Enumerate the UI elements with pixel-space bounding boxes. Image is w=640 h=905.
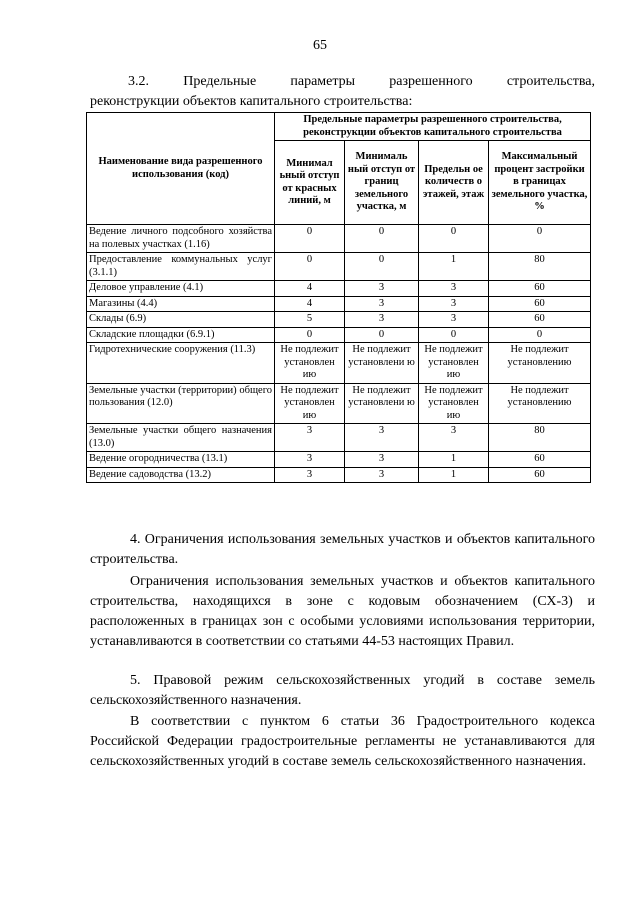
row-name: Складские площадки (6.9.1) bbox=[87, 327, 275, 343]
row-value: 60 bbox=[489, 281, 591, 297]
row-value: 60 bbox=[489, 312, 591, 328]
table-row bbox=[87, 225, 591, 253]
section-heading-line1 bbox=[90, 72, 595, 92]
row-value: 0 bbox=[419, 225, 489, 253]
row-value: 60 bbox=[489, 467, 591, 483]
row-name: Гидротехнические сооружения (11.3) bbox=[87, 343, 275, 384]
row-value: Не подлежит установлен ию bbox=[275, 383, 345, 424]
table-row bbox=[87, 467, 591, 483]
table-row bbox=[87, 312, 591, 328]
row-name: Магазины (4.4) bbox=[87, 296, 275, 312]
row-value: 4 bbox=[275, 281, 345, 297]
row-value: 0 bbox=[345, 327, 419, 343]
row-value: 3 bbox=[345, 281, 419, 297]
row-value: 1 bbox=[419, 452, 489, 468]
row-value: 80 bbox=[489, 424, 591, 452]
row-value: Не подлежит установлени ю bbox=[345, 343, 419, 384]
table-row bbox=[87, 253, 591, 281]
section-word: строительства, bbox=[506, 74, 595, 89]
row-value: Не подлежит установлени ю bbox=[345, 383, 419, 424]
row-value: 0 bbox=[345, 225, 419, 253]
row-value: 1 bbox=[419, 467, 489, 483]
row-name: Ведение личного подсобного хозяйства на полевых участках (1.16) bbox=[87, 225, 275, 253]
row-value: Не подлежит установлен ию bbox=[419, 343, 489, 384]
row-value: 3 bbox=[345, 312, 419, 328]
header-column: Максимальный процент застройки в границах земельного участка, % bbox=[489, 141, 591, 225]
table-row bbox=[87, 343, 591, 384]
paragraph-5-heading: 5. Правовой режим сельскохозяйственных угодий в составе земель сельскохозяйственного назначения. bbox=[90, 673, 595, 708]
row-value: 4 bbox=[275, 296, 345, 312]
table-row bbox=[87, 296, 591, 312]
row-name: Ведение огородничества (13.1) bbox=[87, 452, 275, 468]
row-value: 0 bbox=[419, 327, 489, 343]
table-row bbox=[87, 281, 591, 297]
row-value: 3 bbox=[275, 452, 345, 468]
header-column: Минимал ьный отступ от красных линий, м bbox=[275, 141, 345, 225]
section-heading bbox=[90, 72, 595, 112]
row-name: Земельные участки общего назначения (13.0) bbox=[87, 424, 275, 452]
row-name: Деловое управление (4.1) bbox=[87, 281, 275, 297]
row-value: 60 bbox=[489, 296, 591, 312]
row-value: 5 bbox=[275, 312, 345, 328]
row-value: 3 bbox=[345, 424, 419, 452]
row-value: 3 bbox=[345, 452, 419, 468]
row-value: 0 bbox=[489, 327, 591, 343]
table-header-row bbox=[87, 113, 591, 141]
row-value: 3 bbox=[419, 296, 489, 312]
section-number: 3.2. bbox=[128, 74, 149, 89]
header-group: Предельные параметры разрешенного строительства, реконструкции объектов капитального строительства bbox=[275, 113, 591, 141]
row-name: Склады (6.9) bbox=[87, 312, 275, 328]
row-value: 3 bbox=[345, 296, 419, 312]
row-value: 0 bbox=[275, 327, 345, 343]
table-row bbox=[87, 383, 591, 424]
table-row bbox=[87, 424, 591, 452]
parameters-table bbox=[86, 112, 591, 483]
row-value: 60 bbox=[489, 452, 591, 468]
row-value: 0 bbox=[275, 225, 345, 253]
row-value: Не подлежит установлению bbox=[489, 343, 591, 384]
paragraph-legal-regime: В соответствии с пунктом 6 статьи 36 Градостроительного кодекса Российской Федерации градостроительные регламенты не устанавливаются для сельскохозяйственных угодий в составе земель сельскохозяйственного назначения. bbox=[90, 714, 595, 769]
row-value: 3 bbox=[345, 467, 419, 483]
section-word: Предельные bbox=[183, 74, 257, 89]
header-column: Предельн ое количеств о этажей, этаж bbox=[419, 141, 489, 225]
row-value: 3 bbox=[275, 424, 345, 452]
table-body bbox=[87, 225, 591, 483]
header-name: Наименование вида разрешенного использования (код) bbox=[87, 113, 275, 225]
row-value: 1 bbox=[419, 253, 489, 281]
row-value: Не подлежит установлен ию bbox=[419, 383, 489, 424]
row-name: Ведение садоводства (13.2) bbox=[87, 467, 275, 483]
page-number: 65 bbox=[313, 38, 327, 53]
row-value: Не подлежит установлению bbox=[489, 383, 591, 424]
row-value: 3 bbox=[419, 281, 489, 297]
table-row bbox=[87, 452, 591, 468]
header-column: Минималь ный отступ от границ земельного участка, м bbox=[345, 141, 419, 225]
row-value: 80 bbox=[489, 253, 591, 281]
row-value: 3 bbox=[419, 312, 489, 328]
section-word: разрешенного bbox=[389, 74, 473, 89]
row-name: Предоставление коммунальных услуг (3.1.1) bbox=[87, 253, 275, 281]
row-value: 0 bbox=[275, 253, 345, 281]
paragraph-restrictions: Ограничения использования земельных участков и объектов капитального строительства, находящихся в зоне с кодовым обозначением (СХ-3) и расположенных в границах зон с особыми условиями использования территории, устанавливаются в соответствии со статьями 44-53 настоящих Правил. bbox=[90, 574, 595, 649]
section-word: параметры bbox=[290, 74, 356, 89]
paragraph-4-heading: 4. Ограничения использования земельных участков и объектов капитального строительства. bbox=[90, 532, 595, 567]
table-row bbox=[87, 327, 591, 343]
row-value: 0 bbox=[489, 225, 591, 253]
section-heading-line2: реконструкции объектов капитального строительства: bbox=[90, 94, 413, 109]
row-value: Не подлежит установлен ию bbox=[275, 343, 345, 384]
row-name: Земельные участки (территории) общего пользования (12.0) bbox=[87, 383, 275, 424]
row-value: 3 bbox=[275, 467, 345, 483]
row-value: 3 bbox=[419, 424, 489, 452]
row-value: 0 bbox=[345, 253, 419, 281]
